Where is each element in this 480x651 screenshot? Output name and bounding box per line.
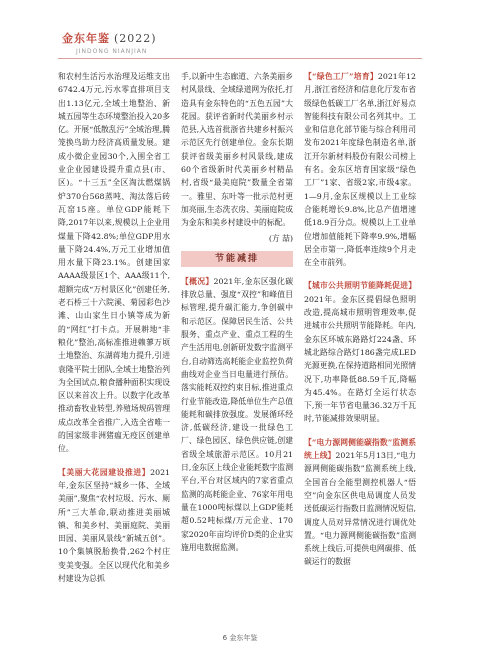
column-right xyxy=(304,70,416,569)
paragraph xyxy=(58,466,170,586)
section-heading: 【“绿色工厂”培育】 xyxy=(304,72,378,81)
paragraph: 和农村生活污水治理及运维支出6742.4万元,污水零直排项目支出1.13亿元,全域土地整治、新城五园等生态环境整治投入20多亿。开展“低散乱污”全域治理,腾笼换鸟助力经济高质量发展。建成小微企业园30个,入围全省工业企业园建设提升重点县(市、区)。“十三五”全区淘汰燃煤锅炉370台568蒸吨、淘汰落后砖瓦窑15座。单位GDP能耗下降,2017年以来,规模以上企业用煤量下降42.8%;单位GDP用水量下降24.4%,万元工业增加值用水量下降23.1%。创建国家AAAA级景区1个、AAA级11个,超额完成“万村景区化”创建任务,老石桥三十六院溪、菊园彩色沙滩、山山家生日小镇等成为新的“网红”打卡点。开展耕地“非粮化”整治,高标准推进赖蓼万顷土地整治、东湖蒋地力提升,引进袁隆平院士团队,全域土地整治列为全国试点,粮食播种面积实现设区以来首次上升。以数字化改革推动畜牧业转型,养殖场规码管理成点改革全省推广,入选全省唯一的国家级非洲猪瘟无疫区创建单位。 xyxy=(58,72,170,454)
paragraph xyxy=(181,275,293,554)
column-middle xyxy=(181,70,293,554)
column-left xyxy=(58,70,170,585)
section-heading: 【美丽大花园建设推进】 xyxy=(58,467,151,477)
paragraph-body: 2021年12月,浙江省经济和信息化厅发布省级绿色低碳工厂名单,浙江好易点智能科技有限公司名列其中。工业和信息化部节能与综合利用司发布2021年度绿色制造名单,浙江开尔新材料股份有限公司榜上有名。金东区培育国家级“绿色工厂”1家、省级2家,市级4家。1—9月,金东区规模以上工业综合能耗增长9.8%,比总产值增速低18.9百分点。规模以上工业单位增加值能耗下降率9.9%,增幅居全市第一,降低率连续9个月走在全市前列。 xyxy=(304,72,416,268)
paragraph: 手,以新中生态廊道、六条美丽乡村风景线、全域绿道网为依托,打造具有金东特色的“五色五园”大花园。获评省新时代美丽乡村示范县,入选首批浙省共建乡村振兴示范区先行创建单位。金东长期获评省级美丽乡村风景线,建成60个省级新时代美丽乡村精品村,省级“最美庭院”数量全省第一。雅里、东叶等一批示范村更加亮丽,生态洗衣房、美丽庭院成为金东和美乡村建设中的标配。 xyxy=(181,72,293,228)
paragraph xyxy=(304,279,416,425)
section-heading: 【城市公共照明节能降耗促进】 xyxy=(304,281,416,291)
logo-text: 金东年鉴 xyxy=(62,32,110,45)
paragraph xyxy=(304,436,416,569)
spacer xyxy=(304,269,416,279)
paragraph-body: 2021年5月13日,“电力源网侧能碳指数”监测系统上线,全国首台全能型测控机器人“悟空”向金东区供电局调度人员发送低碳运行指数日监测情况短信,调度人员对异常情况进行调优处置。“电力源网侧能碳指数”监测系统上线后,可提供电网碳排、低碳运行的数据 xyxy=(304,451,416,567)
section-heading: 【概况】 xyxy=(181,276,214,286)
logo-year: (2022) xyxy=(114,32,157,45)
paragraph-body: 2021年,金东区坚持“城乡一体、全域美丽”,聚焦“农村垃圾、污水、厕所”三大革命,联动推进美丽城镇、和美乡村、美丽庭院、美丽田园、美丽风景线“新城五创”。10个集镇脱胎换骨,262个村庄变美变强。全区以现代化和美乡村建设为总抓 xyxy=(58,467,170,583)
spacer xyxy=(304,426,416,436)
page-footer: 6 金东年鉴 xyxy=(222,634,258,642)
author-credit: (方 喆) xyxy=(268,233,293,243)
yearbook-logo xyxy=(62,30,157,46)
page-header xyxy=(0,0,480,62)
paragraph-body: 2021年,金东区强化碳排放总量、强度“双控”和峰值目标管理,提升碳汇能力,争创碳中和示范区。保障居民生活、公共服务、重点产业、重点工程的生产生活用电,创新研发数字监测平台,自动筛选高耗能企业监控负荷曲线对企业当日电量进行预估。落实能耗双控约束目标,推进重点行业节能改造,降低单位生产总值能耗和碳排放强度。发展循环经济,低碳经济,建设一批绿色工厂、绿色园区、绿色供应链,创建省级全域旅游示范区。10月21日,金东区上线企业能耗数字监测平台,平台对区域内的7家省重点监测的高耗能企业、76家年用电量在1000吨标煤以上GDP能耗超0.52吨标煤/万元企业、170家2020年亩均评价D类的企业实施用电数据监测。 xyxy=(181,276,294,552)
header-divider xyxy=(58,58,422,59)
section-title-bar: 节能减排 xyxy=(181,251,293,267)
spacer xyxy=(58,456,170,466)
section-heading: 【“电力源网侧能碳指数”监测系统上线】 xyxy=(304,437,416,461)
header-subtitle: JINDONG NIANJIAN xyxy=(76,48,148,55)
paragraph xyxy=(304,70,416,269)
paragraph-body: 2021年。金东区提倡绿色照明改造,提高城市照明管理效率,促进城市公共照明节能降耗。年内,金东区环城东路路灯224盏、环城北路综合路灯186盏完成LED光源更换,在保持道路相同光照情况下,功率降低88.59千瓦,降幅为45.4%。在路灯全运行状态下,预一年节省电量36.32万千瓦时,节能减排效果明显。 xyxy=(304,294,416,424)
